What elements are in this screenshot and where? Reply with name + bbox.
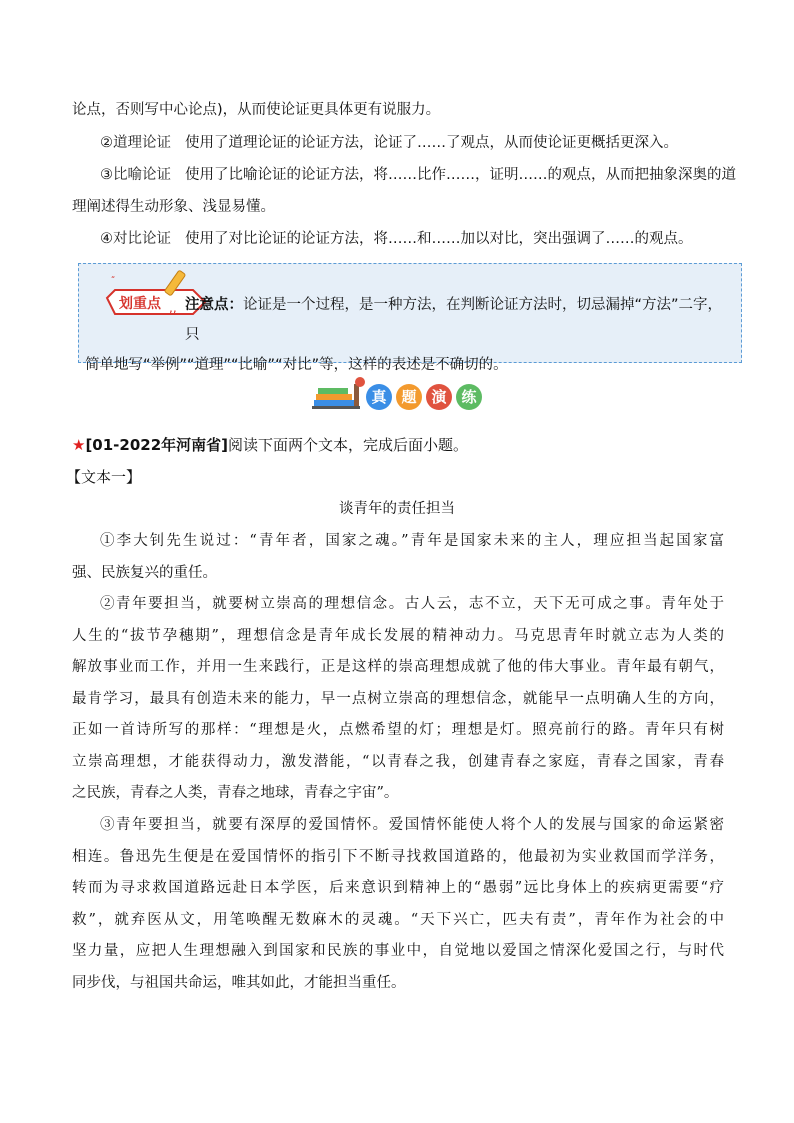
method-text: 使用了道理论证的论证方法，论证了……了观点，从而使论证更概括更深入。 (185, 135, 678, 151)
essay-line: ②青年要担当，就要树立崇高的理想信念。古人云，志不立，天下无可成之事。青年处于 (100, 596, 724, 612)
essay-line: 之民族，青春之人类，青春之地球，青春之宇宙”。 (72, 785, 399, 801)
banner-char: 练 (456, 384, 482, 410)
stamp-label: 划重点 (119, 296, 161, 312)
question-source: [01-2022年河南省] (85, 436, 229, 454)
text-line: 论点，否则写中心论点)，从而使论证更具体更有说服力。 (72, 102, 441, 118)
question-prompt: 阅读下面两个文本，完成后面小题。 (228, 436, 469, 454)
svg-text:,,: ,, (169, 301, 177, 315)
essay-line: 强、民族复兴的重任。 (72, 564, 217, 581)
note-line-2: 简单地写“举例”“道理”“比喻”“对比”等，这样的表述是不确切的。 (85, 357, 508, 373)
svg-text:“: “ (111, 275, 116, 284)
section-banner (310, 374, 484, 416)
essay-line: 最肯学习，最具有创造未来的能力，早一点树立崇高的理想信念，就能早一点明确人生的方向， (72, 690, 724, 707)
essay-title: 谈青年的责任担当 (339, 501, 455, 517)
essay-line: 立崇高理想，才能获得动力，激发潜能，“以青春之我，创建青春之家庭，青春之国家，青春 (72, 753, 724, 770)
star-icon: ★ (72, 436, 86, 454)
question-header (72, 432, 468, 458)
method-text: 使用了比喻论证的论证方法，将……比作……，证明……的观点，从而把抽象深奥的道 (185, 167, 736, 183)
method-text-continued: 理阐述得生动形象、浅显易懂。 (72, 199, 275, 215)
essay-line: 人生的“拔节孕穗期”，理想信念是青年成长发展的精神动力。马克思青年时就立志为人类的 (72, 627, 724, 644)
note-keyword: 注意点： (185, 297, 243, 313)
essay-line: 相连。鲁迅先生便是在爱国情怀的指引下不断寻找救国道路的，他最初为实业救国而学洋务， (72, 848, 724, 865)
method-item-metaphor (72, 159, 756, 191)
method-text: 使用了对比论证的论证方法，将……和……加以对比，突出强调了……的观点。 (185, 231, 693, 247)
method-label: ④对比论证 (100, 231, 171, 247)
essay-line: 同步伐，与祖国共命运，唯其如此，才能担当重任。 (72, 974, 406, 991)
method-item-reasoning (72, 127, 756, 159)
method-label: ③比喻论证 (100, 167, 171, 183)
essay-line: ③青年要担当，就要有深厚的爱国情怀。爱国情怀能使人将个人的发展与国家的命运紧密 (100, 817, 724, 833)
method-label: ②道理论证 (100, 135, 171, 151)
essay-line: ①李大钊先生说过：“青年者，国家之魂。”青年是国家未来的主人，理应担当起国家富 (100, 533, 724, 549)
method-item-contrast (72, 223, 756, 255)
banner-char: 演 (426, 384, 452, 410)
note-box (78, 263, 742, 373)
essay-line: 救”，就弃医从文，用笔唤醒无数麻木的灵魂。“天下兴亡，匹夫有责”，青年作为社会的中 (72, 911, 724, 928)
essay-paragraph-3 (72, 810, 724, 999)
essay-line: 坚力量，应把人生理想融入到国家和民族的事业中，自觉地以爱国之情深化爱国之行，与时代 (72, 943, 724, 959)
essay-paragraph-2 (72, 589, 724, 810)
section-label: 【文本一】 (66, 468, 142, 486)
essay-paragraph-1 (72, 526, 724, 589)
books-icon (310, 374, 370, 416)
note-text (85, 290, 735, 380)
banner-char: 题 (396, 384, 422, 410)
banner-char: 真 (366, 384, 392, 410)
essay-line: 正如一首诗所写的那样：“理想是火，点燃希望的灯；理想是灯。照亮前行的路。青年只有树 (72, 722, 724, 738)
essay-line: 解放事业而工作，并用一生来践行，正是这样的崇高理想成就了他的伟大事业。青年最有朝气， (72, 659, 724, 675)
note-line-1: 论证是一个过程，是一种方法，在判断论证方法时，切忌漏掉“方法”二字，只 (185, 297, 723, 343)
essay-line: 转而为寻求救国道路远赴日本学医，后来意识到精神上的“愚弱”远比身体上的疾病更需要“疗 (72, 880, 724, 896)
